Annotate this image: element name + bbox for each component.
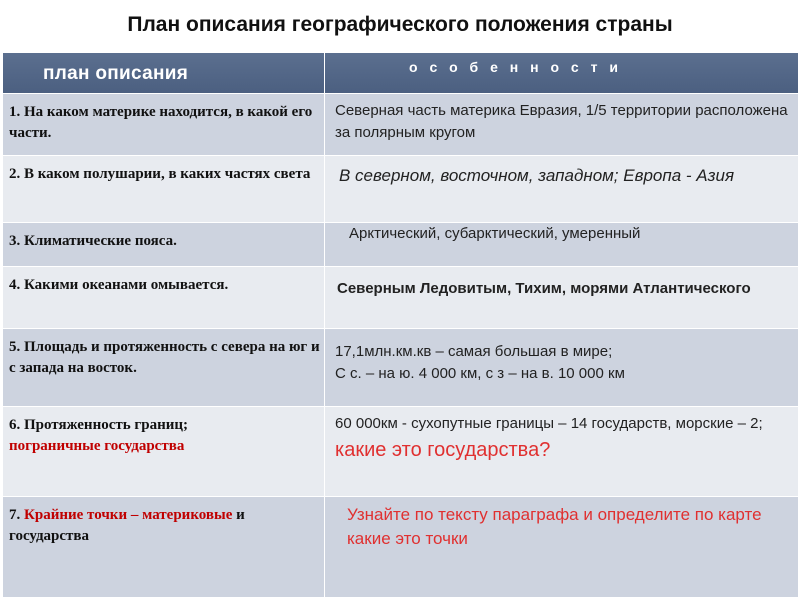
table-row [3, 407, 799, 497]
answer-line: 17,1млн.км.кв – самая большая в мире; [335, 343, 613, 360]
answer-line: С с. – на ю. 4 000 км, с з – на в. 10 000 км [335, 365, 625, 382]
page-title: План описания географического положения страны [127, 13, 673, 36]
table-row [3, 223, 799, 267]
header-plan-cell [3, 53, 325, 94]
table-row [3, 156, 799, 223]
description-plan-table [2, 52, 799, 598]
table-row [3, 267, 799, 329]
answer-text: 60 000км - сухопутные границы – 14 государств, морские – 2; [335, 415, 763, 432]
table-row [3, 497, 799, 598]
table-row [3, 329, 799, 407]
answer-highlight: какие это государства? [335, 439, 551, 461]
row-question [3, 407, 324, 457]
row-answer [325, 329, 798, 385]
table-header-row [3, 53, 799, 94]
row-question: 2. В каком полушарии, в каких частях света [9, 166, 311, 182]
row-answer: Арктический, субарктический, умеренный [349, 225, 641, 242]
row-answer [325, 407, 798, 465]
row-question: 1. На каком материке находится, в какой его части. [9, 104, 313, 141]
question-text: 7. [9, 507, 21, 523]
question-highlight: Крайние точки – материковые [24, 507, 233, 523]
question-highlight: пограничные государства [9, 438, 185, 454]
row-question [3, 497, 324, 547]
row-answer: Узнайте по тексту параграфа и определите по карте какие это точки [347, 505, 762, 548]
table-row [3, 94, 799, 156]
row-question: 4. Какими океанами омывается. [9, 277, 229, 293]
row-answer: В северном, восточном, западном; Европа - Азия [339, 166, 735, 185]
question-text: 6. Протяженность границ; [9, 417, 189, 433]
row-answer: Северным Ледовитым, Тихим, морями Атлантического [337, 280, 751, 297]
question-text: и государства [9, 507, 245, 544]
row-question: 5. Площадь и протяженность с севера на юг и с запада на восток. [9, 339, 320, 376]
header-features-cell [325, 53, 799, 94]
header-features-label: о с о б е н н о с т и [409, 59, 622, 75]
row-answer: Северная часть материка Евразия, 1/5 территории расположена за полярным кругом [335, 102, 788, 141]
row-question: 3. Климатические пояса. [9, 233, 177, 249]
header-plan-label: план описания [43, 63, 189, 84]
